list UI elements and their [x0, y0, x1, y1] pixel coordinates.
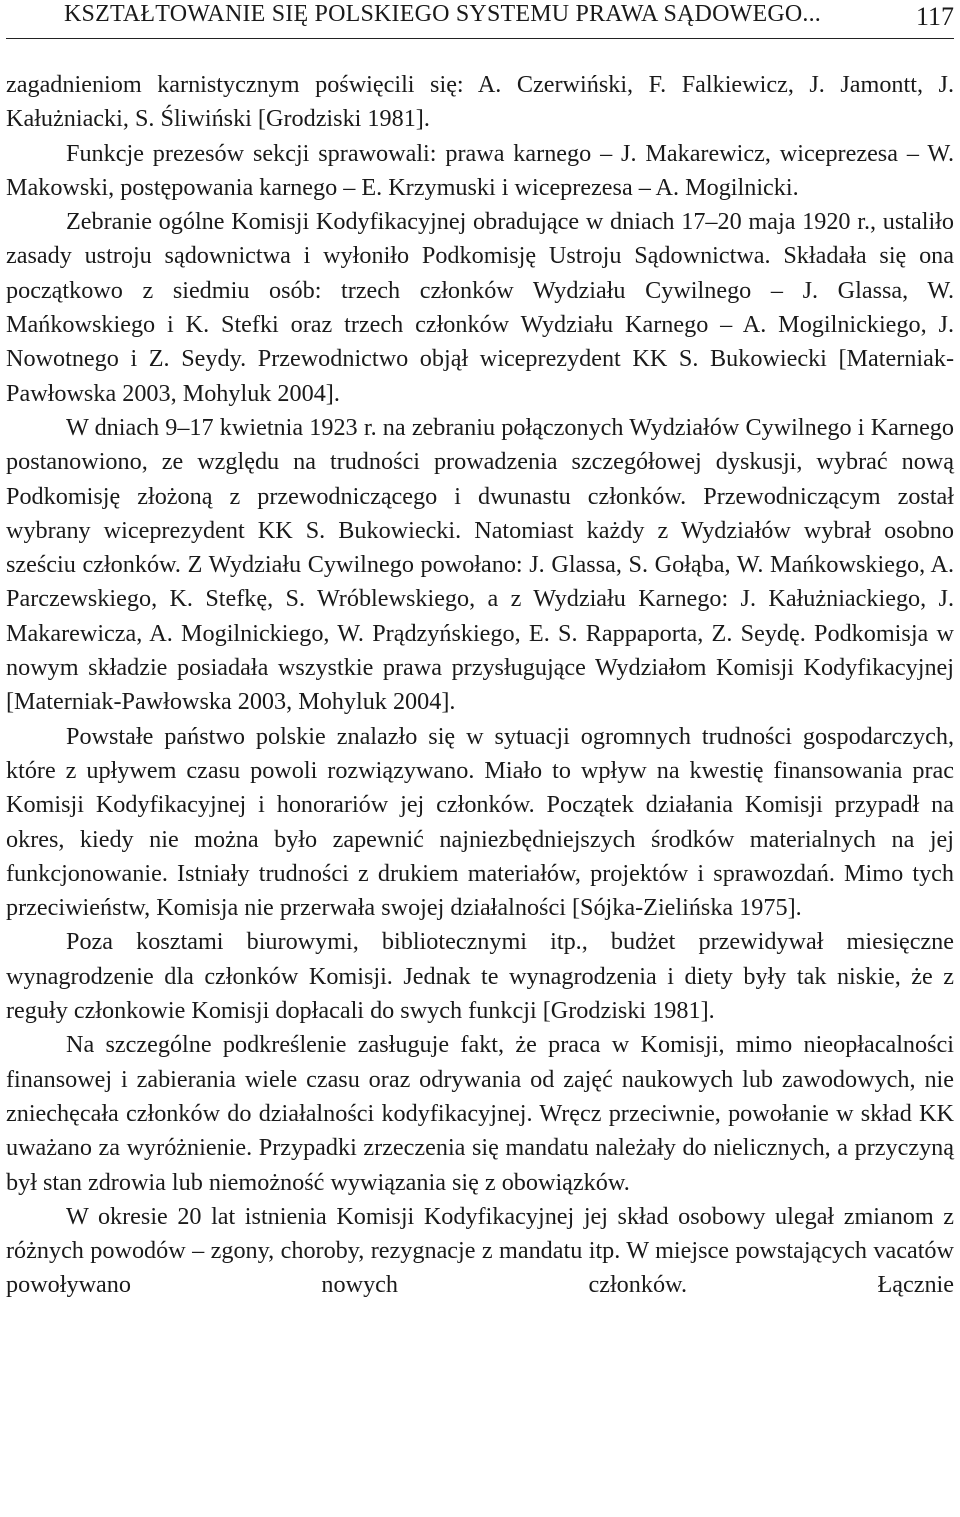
page-number: 117 — [915, 2, 954, 31]
paragraph: Funkcje prezesów sekcji sprawowali: prawa karnego – J. Makarewicz, wiceprezesa – W. Makowski, postępowania karnego – E. Krzymuski i wiceprezesa – A. Mogilnicki. — [6, 139, 954, 201]
paragraph: W dniach 9–17 kwietnia 1923 r. na zebraniu połączonych Wydziałów Cywilnego i Karnego postanowiono, ze względu na trudności prowadzenia szczegółowej dyskusji, wybrać nową Podkomisję złożoną z przewodniczącego i dwunastu członków. Przewodniczącym został wybrany wiceprezydent KK S. Bukowiecki. Natomiast każdy z Wydziałów wybrał osobno sześciu członków. Z Wydziału Cywilnego powołano: J. Glassa, S. Gołąba, W. Mańkowskiego, A. Parczewskiego, K. Stefkę, S. Wróblewskiego, a z Wydziału Karnego: J. Kałużniackiego, J. Makarewicza, A. Mogilnickiego, W. Prądzyńskiego, E. S. Rappaporta, Z. Seydę. Podkomisja w nowym składzie posiadała wszystkie prawa przysługujące Wydziałom Komisji Kodyfikacyjnej [Materniak-Pawłowska 2003, Mohyluk 2004]. — [6, 413, 954, 716]
paragraph: Poza kosztami biurowymi, bibliotecznymi itp., budżet przewidywał miesięczne wynagrodzenie dla członków Komisji. Jednak te wynagrodzenia i diety były tak niskie, że z reguły członkowie Komisji dopłacali do swych funkcji [Grodziski 1981]. — [6, 928, 954, 1025]
document-page — [6, 0, 954, 1303]
body-text — [6, 68, 954, 1303]
running-title: KSZTAŁTOWANIE SIĘ POLSKIEGO SYSTEMU PRAWA SĄDOWEGO... — [64, 1, 821, 27]
paragraph: Na szczególne podkreślenie zasługuje fakt, że praca w Komisji, mimo nieopłacalności finansowej i zabierania wiele czasu oraz odrywania od zajęć naukowych lub zawodowych, nie zniechęcała członków do działalności kodyfikacyjnej. Wręcz przeciwnie, powołanie w skład KK uważano za wyróżnienie. Przypadki zrzeczenia się mandatu należały do nielicznych, a przyczyną był stan zdrowia lub niemożność wywiązania się z obowiązków. — [6, 1031, 954, 1196]
paragraph: Powstałe państwo polskie znalazło się w sytuacji ogromnych trudności gospodarczych, które z upływem czasu powoli rozwiązywano. Miało to wpływ na kwestię finansowania prac Komisji Kodyfikacyjnej i honorariów jej członków. Początek działania Komisji przypadł na okres, kiedy nie można było zapewnić najniezbędniejszych środków materialnych na jej funkcjonowanie. Istniały trudności z drukiem materiałów, projektów i sprawozdań. Mimo tych przeciwieństw, Komisja nie przerwała swojej działalności [Sójka-Zielińska 1975]. — [6, 722, 954, 922]
paragraph: Zebranie ogólne Komisji Kodyfikacyjnej obradujące w dniach 17–20 maja 1920 r., ustaliło zasady ustroju sądownictwa i wyłoniło Podkomisję Ustroju Sądownictwa. Składała się ona początkowo z siedmiu osób: trzech członków Wydziału Cywilnego – J. Glassa, W. Mańkowskiego i K. Stefki oraz trzech członków Wydziału Karnego – A. Mogilnickiego, J. Nowotnego i Z. Seydy. Przewodnictwo objął wiceprezydent KK S. Bukowiecki [Materniak-Pawłowska 2003, Mohyluk 2004]. — [6, 208, 954, 407]
running-header — [6, 0, 954, 39]
paragraph: W okresie 20 lat istnienia Komisji Kodyfikacyjnej jej skład osobowy ulegał zmianom z różnych powodów – zgony, choroby, rezygnacje z mandatu itp. W miejsce powstających vacatów powoływano nowych członków. Łącznie — [6, 1202, 954, 1299]
paragraph: zagadnieniom karnistycznym poświęcili się: A. Czerwiński, F. Falkiewicz, J. Jamontt, J. Kałużniacki, S. Śliwiński [Grodziski 1981]. — [6, 71, 954, 133]
